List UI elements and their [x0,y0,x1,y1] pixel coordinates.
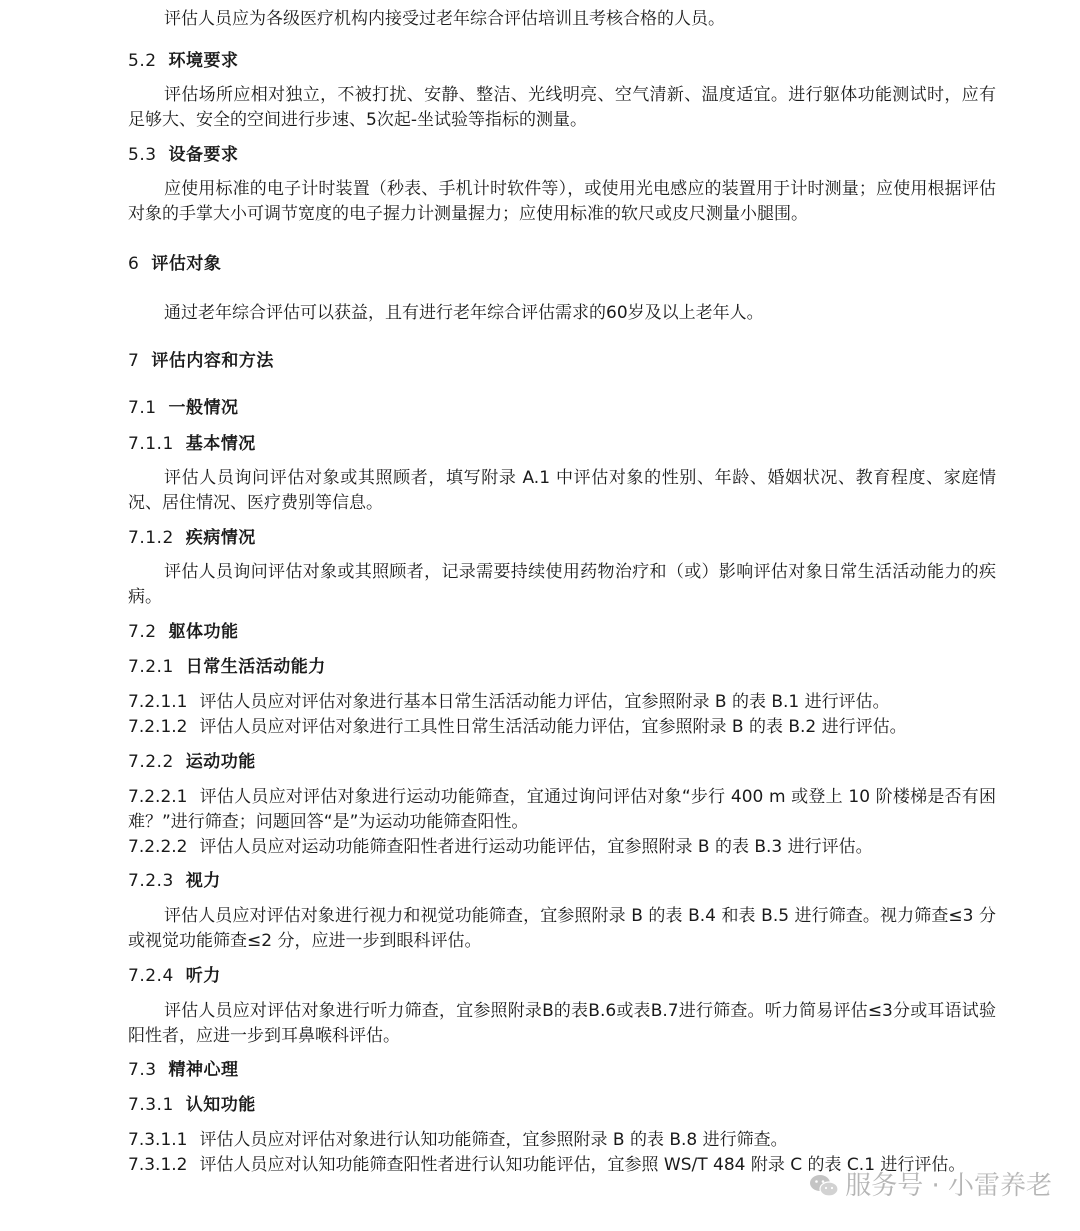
heading-number: 6 [128,254,140,274]
clause-number: 7.3.1.2 [128,1155,188,1175]
heading-7 [128,349,996,374]
paragraph-7-1-2: 评估人员询问评估对象或其照顾者，记录需要持续使用药物治疗和（或）影响评估对象日常生活活动能力的疾病。 [128,562,996,607]
clause-7-2-1-1 [128,690,996,715]
paragraph-5-2: 评估场所应相对独立，不被打扰、安静、整洁、光线明亮、空气清新、温度适宜。进行躯体功能测试时，应有足够大、安全的空间进行步速、5次起-坐试验等指标的测量。 [128,85,996,130]
heading-title: 躯体功能 [168,622,239,642]
clause-7-2-2-1 [128,785,996,835]
heading-title: 评估对象 [151,254,222,274]
heading-number: 7.3 [128,1060,157,1080]
clause-number: 7.2.1.1 [128,692,188,712]
heading-number: 7.2.3 [128,871,174,891]
wechat-icon [809,1173,839,1199]
heading-number: 7 [128,351,140,371]
heading-title: 精神心理 [168,1060,239,1080]
heading-7-1-2 [128,526,996,551]
heading-title: 基本情况 [185,434,256,454]
paragraph-6: 通过老年综合评估可以获益，且有进行老年综合评估需求的60岁及以上老年人。 [164,303,764,323]
paragraph-intro: 评估人员应为各级医疗机构内接受过老年综合评估培训且考核合格的人员。 [164,9,725,29]
heading-5-2 [128,49,996,74]
heading-7-2-2 [128,750,996,775]
heading-number: 7.2.1 [128,657,174,677]
heading-7-3 [128,1058,996,1083]
heading-7-2-3 [128,869,996,894]
heading-title: 认知功能 [185,1095,256,1115]
heading-6 [128,252,996,277]
clause-7-3-1-1 [128,1128,996,1153]
clause-number: 7.2.2.2 [128,837,188,857]
heading-number: 7.2.2 [128,752,174,772]
heading-number: 5.2 [128,51,157,71]
heading-title: 设备要求 [168,145,239,165]
heading-title: 听力 [185,966,221,986]
heading-number: 7.1.2 [128,528,174,548]
heading-number: 7.1.1 [128,434,174,454]
heading-7-2-1 [128,655,996,680]
clause-text: 评估人员应对评估对象进行工具性日常生活活动能力评估，宜参照附录 B 的表 B.2 进行评估。 [199,717,907,737]
heading-title: 评估内容和方法 [151,351,274,371]
clause-number: 7.2.1.2 [128,717,188,737]
heading-title: 视力 [185,871,221,891]
paragraph-7-2-4: 评估人员应对评估对象进行听力筛查，宜参照附录B的表B.6或表B.7进行筛查。听力简易评估≤3分或耳语试验阳性者，应进一步到耳鼻喉科评估。 [128,1001,996,1046]
heading-title: 日常生活活动能力 [185,657,326,677]
clause-text: 评估人员应对评估对象进行基本日常生活活动能力评估，宜参照附录 B 的表 B.1 进行评估。 [199,692,890,712]
heading-7-3-1 [128,1093,996,1118]
paragraph-7-2-3: 评估人员应对评估对象进行视力和视觉功能筛查，宜参照附录 B 的表 B.4 和表 B.5 进行筛查。视力筛查≤3 分或视觉功能筛查≤2 分，应进一步到眼科评估。 [128,906,996,951]
heading-7-1-1 [128,432,996,457]
heading-title: 运动功能 [185,752,256,772]
heading-7-2-4 [128,964,996,989]
heading-title: 一般情况 [168,398,239,418]
paragraph-7-1-1: 评估人员询问评估对象或其照顾者，填写附录 A.1 中评估对象的性别、年龄、婚姻状况、教育程度、家庭情况、居住情况、医疗费别等信息。 [128,468,996,513]
heading-number: 7.1 [128,398,157,418]
heading-title: 环境要求 [168,51,239,71]
heading-7-2 [128,620,996,645]
watermark-text: 服务号 · 小雷养老 [845,1171,1052,1201]
heading-number: 7.3.1 [128,1095,174,1115]
watermark [809,1171,1052,1201]
paragraph-5-3: 应使用标准的电子计时装置（秒表、手机计时软件等），或使用光电感应的装置用于计时测量；应使用根据评估对象的手掌大小可调节宽度的电子握力计测量握力；应使用标准的软尺或皮尺测量小腿围。 [128,179,996,224]
clause-text: 评估人员应对评估对象进行认知功能筛查，宜参照附录 B 的表 B.8 进行筛查。 [199,1130,788,1150]
heading-number: 7.2 [128,622,157,642]
heading-5-3 [128,143,996,168]
heading-title: 疾病情况 [185,528,256,548]
clause-number: 7.3.1.1 [128,1130,188,1150]
clause-7-2-1-2 [128,715,996,740]
heading-number: 5.3 [128,145,157,165]
clause-text: 评估人员应对运动功能筛查阳性者进行运动功能评估，宜参照附录 B 的表 B.3 进行评估。 [199,837,873,857]
clause-number: 7.2.2.1 [128,787,188,807]
clause-text: 评估人员应对认知功能筛查阳性者进行认知功能评估，宜参照 WS/T 484 附录 C 的表 C.1 进行评估。 [199,1155,966,1175]
clause-7-2-2-2 [128,835,996,860]
clause-text: 评估人员应对评估对象进行运动功能筛查，宜通过询问评估对象“步行 400 m 或登上 10 阶楼梯是否有困难？”进行筛查；问题回答“是”为运动功能筛查阳性。 [128,787,996,832]
heading-7-1 [128,396,996,421]
heading-number: 7.2.4 [128,966,174,986]
